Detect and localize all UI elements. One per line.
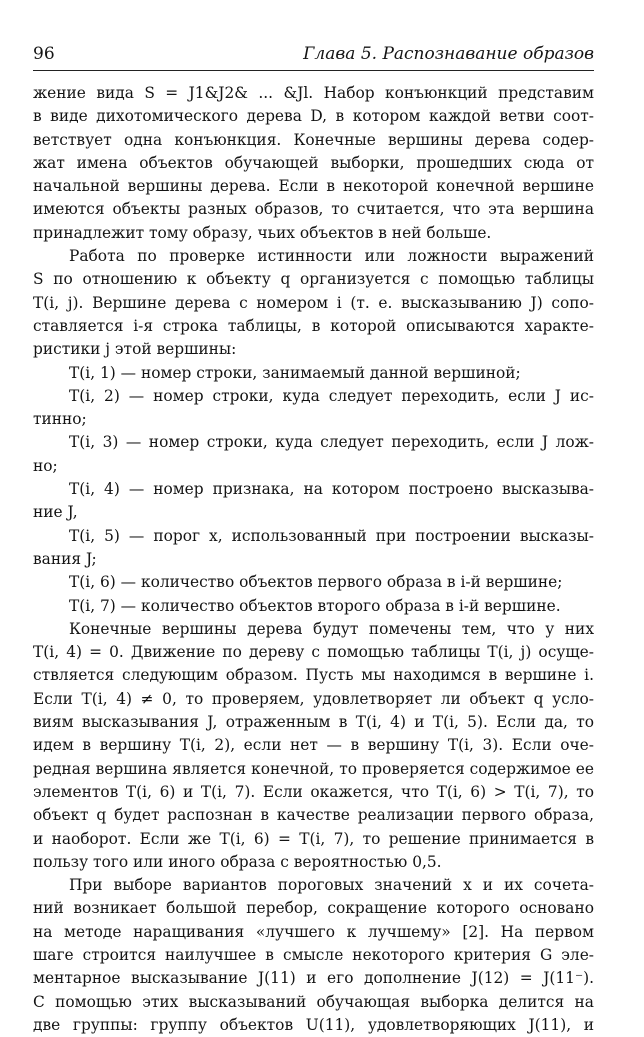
header-rule (33, 70, 594, 71)
text-line: в виде дихотомического дерева D, в котором каждой ветви соот- (33, 107, 594, 126)
text-line: жение вида S = J1&J2& ... &Jl. Набор конъюнкций представим (33, 84, 594, 102)
text-line: T(i, 4) = 0. Движение по дереву с помощью таблицы T(i, j) осуще- (33, 643, 594, 662)
text-line: начальной вершины дерева. Если в некоторой конечной вершине (33, 177, 594, 196)
text-line: шаге строится наилучшее в смысле некоторого критерия G эле- (33, 945, 594, 964)
list-item: T(i, 2) — номер строки, куда следует переходить, если J ис- (69, 386, 594, 405)
body-text (33, 82, 594, 1037)
text-line: объект q будет распознан в качестве реализации первого образа, (33, 806, 594, 825)
text-line: элементов T(i, 6) и T(i, 7). Если окажется, что T(i, 6) > T(i, 7), то (33, 782, 594, 801)
text-line: ристики j этой вершины: (33, 340, 237, 359)
text-line: но; (33, 456, 58, 475)
text-line: имеются объекты разных образов, то считается, что эта вершина (33, 200, 594, 219)
text-line: принадлежит тому образу, чьих объектов в ней больше. (33, 223, 492, 242)
text-line: вания J; (33, 549, 97, 568)
list-item: T(i, 1) — номер строки, занимаемый данной вершиной; (69, 363, 521, 382)
list-item: T(i, 3) — номер строки, куда следует переходить, если J лож- (69, 433, 594, 452)
list-item: T(i, 6) — количество объектов первого образа в i-й вершине; (69, 573, 563, 592)
paragraph-start: Работа по проверке истинности или ложности выражений (69, 247, 594, 266)
text-line: редная вершина является конечной, то проверяется содержимое ее (33, 759, 594, 778)
text-line: ставляется i-я строка таблицы, в которой описываются характе- (33, 316, 594, 335)
text-line: S по отношению к объекту q организуется с помощью таблицы (33, 270, 594, 289)
text-line: на методе наращивания «лучшего к лучшему» [2]. На первом (33, 922, 594, 941)
text-line: Если T(i, 4) ≠ 0, то проверяем, удовлетворяет ли объект q усло- (33, 689, 594, 708)
text-line: ний возникает большой перебор, сокращение которого основано (33, 899, 594, 918)
list-item: T(i, 5) — порог x, использованный при построении высказы- (69, 526, 594, 545)
text-line: ментарное высказывание J(11) и его дополнение J(12) = J(11⁻). (33, 969, 594, 988)
page-header (33, 44, 594, 70)
text-line: T(i, j). Вершине дерева с номером i (т. е. высказыванию J) сопо- (33, 293, 594, 312)
text-line: две группы: группу объектов U(11), удовлетворяющих J(11), и (33, 1015, 594, 1034)
text-line: ветствует одна конъюнкция. Конечные вершины дерева содер- (33, 130, 594, 149)
list-item: T(i, 4) — номер признака, на котором построено высказыва- (69, 480, 594, 499)
text-line: С помощью этих высказываний обучающая выборка делится на (33, 992, 594, 1011)
paragraph-start: Конечные вершины дерева будут помечены тем, что у них (69, 619, 594, 638)
text-line: ствляется следующим образом. Пусть мы находимся в вершине i. (33, 666, 594, 685)
text-line: пользу того или иного образа с вероятностью 0,5. (33, 852, 442, 871)
text-line: ние J, (33, 503, 78, 522)
text-line: идем в вершину T(i, 2), если нет — в вершину T(i, 3). Если оче- (33, 736, 594, 755)
text-line: виям высказывания J, отраженным в T(i, 4) и T(i, 5). Если да, то (33, 713, 594, 732)
paragraph-start: При выборе вариантов пороговых значений x и их сочета- (69, 876, 594, 895)
text-line: жат имена объектов обучающей выборки, прошедших сюда от (33, 153, 594, 172)
page-number: 96 (33, 44, 55, 64)
running-head: Глава 5. Распознавание образов (303, 44, 594, 64)
text-line: тинно; (33, 410, 87, 429)
list-item: T(i, 7) — количество объектов второго образа в i-й вершине. (69, 596, 561, 615)
text-line: и наоборот. Если же T(i, 6) = T(i, 7), то решение принимается в (33, 829, 594, 848)
